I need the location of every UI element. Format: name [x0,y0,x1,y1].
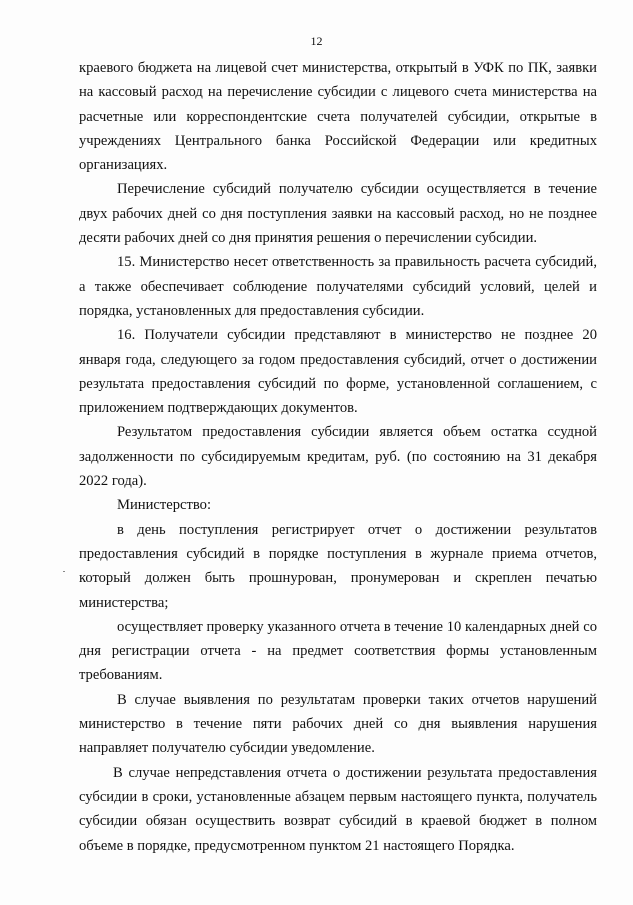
document-body [79,56,597,858]
paragraph-verification: осуществляет проверку указанного отчета в течение 10 календарных дней со дня регистрации отчета - на предмет соответствия формы установленным требованиям. [79,618,597,684]
paragraph-result: Результатом предоставления субсидии является объем остатка ссудной задолженности по субсидируемым кредитам, руб. (по состоянию на 31 декабря 2022 года). [79,424,597,490]
paragraph-nonsubmission: В случае непредставления отчета о достижении результата предоставления субсидии в сроки, установленные абзацем первым настоящего пункта, получатель субсидии обязан осуществить возврат субсидий в краевой бюджет в полном объеме в порядке, предусмотренном пунктом 21 настоящего Порядка. [79,764,597,854]
page-number: 12 [310,34,323,48]
scan-artifact [63,571,65,572]
paragraph-clause-16: 16. Получатели субсидии представляют в министерство не позднее 20 января года, следующего за годом предоставления субсидий, отчет о достижении результата предоставления субсидий по форме, установленной соглашением, с приложением подтверждающих документов. [79,327,597,417]
paragraph-violations: В случае выявления по результатам проверки таких отчетов нарушений министерство в течение пяти рабочих дней со дня выявления нарушения направляет получателю субсидии уведомление. [79,691,597,757]
paragraph-registration: в день поступления регистрирует отчет о достижении результатов предоставления субсидий в порядке поступления в журнале приема отчетов, который должен быть прошнурован, пронумерован и скреплен печатью министерства; [79,521,597,611]
paragraph-transfer: Перечисление субсидий получателю субсидии осуществляется в течение двух рабочих дней со дня поступления заявки на кассовый расход, но не позднее десяти рабочих дней со дня принятия решения о перечислении субсидии. [79,181,597,247]
paragraph-ministry: Министерство: [117,497,212,514]
paragraph-clause-15: 15. Министерство несет ответственность за правильность расчета субсидий, а также обеспечивает соблюдение получателями субсидий условий, целей и порядка, установленных для предоставления субсидии. [79,254,597,319]
paragraph-continuation: краевого бюджета на лицевой счет министерства, открытый в УФК по ПК, заявки на кассовый расход на перечисление субсидии с лицевого счета министерства на расчетные или корреспондентские счета получателей субсидии, открытые в учреждениях Центрального банка Российской Федерации или кредитных организациях. [79,60,597,174]
